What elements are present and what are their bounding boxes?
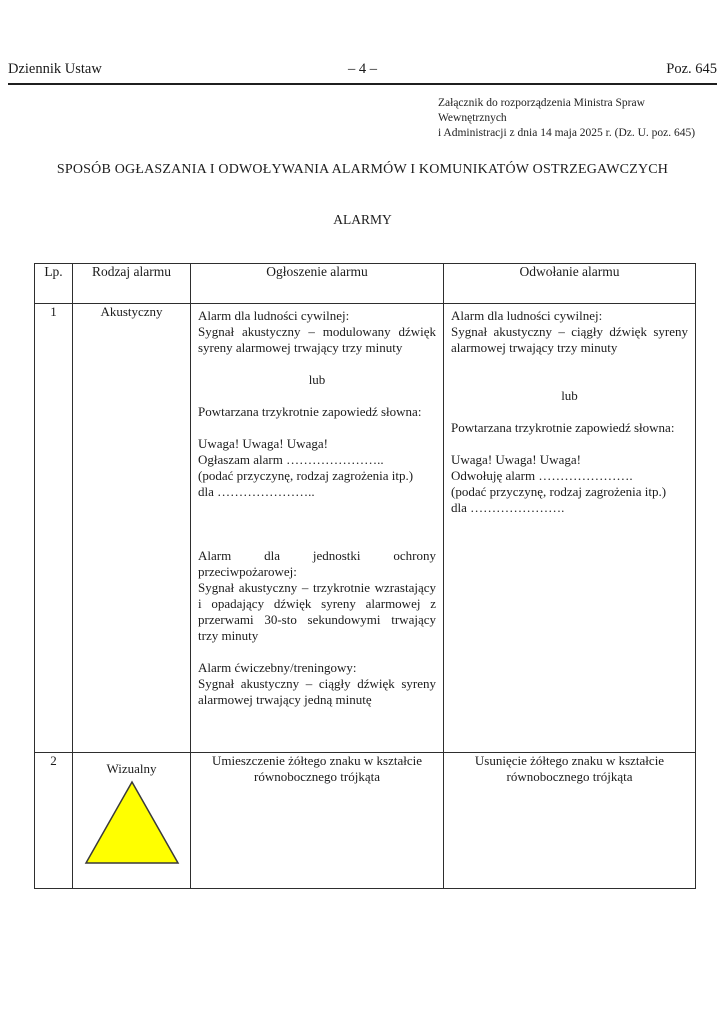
row2-announce-text: Umieszczenie żółtego znaku w kształcie równobocznego trójkąta: [211, 753, 423, 784]
attachment-note-line1: Załącznik do rozporządzenia Ministra Spraw Wewnętrznych: [438, 97, 645, 124]
revoke-revoke-line: Odwołuję alarm ………………….: [451, 468, 633, 483]
revoke-or: lub: [561, 388, 578, 403]
document-title: SPOSÓB OGŁASZANIA I ODWOŁYWANIA ALARMÓW I KOMUNIKATÓW OSTRZEGAWCZYCH: [56, 162, 669, 177]
page-header: [8, 60, 717, 85]
row1-lp: 1: [35, 304, 73, 753]
table-row-acoustic: [35, 304, 696, 753]
journal-name: Dziennik Ustaw: [8, 61, 102, 77]
revoke-reason-line: (podać przyczynę, rodzaj zagrożenia itp.): [451, 484, 667, 499]
yellow-triangle-icon: [84, 780, 180, 865]
col-header-lp: Lp.: [35, 264, 73, 304]
announce-announce-line: Ogłaszam alarm …………………..: [198, 452, 384, 467]
col-header-announce: Ogłoszenie alarmu: [191, 264, 444, 304]
attachment-note-line2: i Administracji z dnia 14 maja 2025 r. (Dz. U. poz. 645): [438, 127, 696, 139]
document-subtitle: ALARMY: [333, 212, 392, 227]
row1-type: Akustyczny: [73, 304, 191, 753]
announce-fire-heading: Alarm dla jednostki ochrony przeciwpożarowej:: [198, 548, 436, 579]
row1-announce-cell: [191, 304, 444, 753]
attachment-note: [438, 96, 704, 141]
row2-type-label: Wizualny: [106, 761, 157, 776]
revoke-civil-signal: Sygnał akustyczny – ciągły dźwięk syreny alarmowej trwający trzy minuty: [451, 324, 688, 355]
announce-attention: Uwaga! Uwaga! Uwaga!: [198, 436, 328, 451]
row2-lp: 2: [35, 753, 73, 889]
revoke-spoken-intro: Powtarzana trzykrotnie zapowiedź słowna:: [451, 420, 675, 435]
position-number: Poz. 645: [666, 61, 717, 77]
yellow-triangle-shape: [86, 782, 178, 863]
table-header-row: [35, 264, 696, 304]
announce-training-heading: Alarm ćwiczebny/treningowy:: [198, 660, 357, 675]
table-row-visual: [35, 753, 696, 889]
revoke-attention: Uwaga! Uwaga! Uwaga!: [451, 452, 581, 467]
col-header-type: Rodzaj alarmu: [73, 264, 191, 304]
revoke-civil-heading: Alarm dla ludności cywilnej:: [451, 308, 603, 323]
announce-fire-signal: Sygnał akustyczny – trzykrotnie wzrastający i opadający dźwięk syreny alarmowej z przerwami 30-sto sekundowymi trwający trzy minuty: [198, 580, 436, 643]
row2-revoke-text: Usunięcie żółtego znaku w kształcie równobocznego trójkąta: [474, 753, 665, 784]
announce-civil-signal: Sygnał akustyczny – modulowany dźwięk syreny alarmowej trwający trzy minuty: [198, 324, 436, 355]
announce-for-line: dla …………………..: [198, 484, 315, 499]
revoke-for-line: dla ………………….: [451, 500, 565, 515]
announce-spoken-intro: Powtarzana trzykrotnie zapowiedź słowna:: [198, 404, 422, 419]
col-header-revoke: Odwołanie alarmu: [444, 264, 696, 304]
announce-civil-heading: Alarm dla ludności cywilnej:: [198, 308, 350, 323]
announce-training-signal: Sygnał akustyczny – ciągły dźwięk syreny alarmowej trwający jedną minutę: [198, 676, 436, 707]
announce-reason-line: (podać przyczynę, rodzaj zagrożenia itp.): [198, 468, 414, 483]
page-number: – 4 –: [348, 61, 377, 77]
row2-type-cell: [73, 753, 191, 889]
announce-or: lub: [308, 372, 326, 387]
row1-revoke-cell: [444, 304, 696, 753]
alarms-table: [34, 263, 696, 889]
row2-revoke-cell: [444, 753, 696, 889]
row2-announce-cell: [191, 753, 444, 889]
